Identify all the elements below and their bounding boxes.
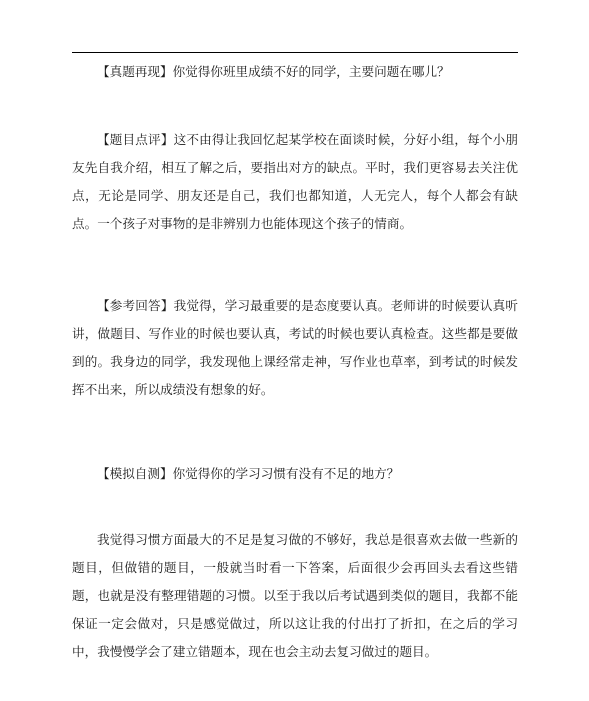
self-test-paragraph: 【模拟自测】你觉得你的学习习惯有没有不足的地方？	[97, 466, 400, 481]
header-rule	[72, 52, 518, 53]
self-test-answer-paragraph: 我觉得习惯方面最大的不足是复习做的不够好，我总是很喜欢去做一些新的题目，但做错的题目，一般就当时看一下答案，后面很少会再回头去看这些错题，也就是没有整理错题的习惯。以至于我以后考试遇到类似的题目，我都不能保证一定会做对，只是感觉做过，所以这让我的付出打了折扣，在之后的学习中，我慢慢学会了建立错题本，现在也会主动去复习做过的题目。	[72, 532, 518, 659]
reference-answer-paragraph: 【参考回答】我觉得，学习最重要的是态度要认真。老师讲的时候要认真听讲，做题目、写作业的时候也要认真，考试的时候也要认真检查。这些都是要做到的。我身边的同学，我发现他上课经常走神，写作业也草率，到考试的时候发挥不出来，所以成绩没有想象的好。	[72, 298, 518, 397]
question-paragraph: 【真题再现】你觉得你班里成绩不好的同学，主要问题在哪儿？	[97, 64, 450, 79]
commentary-paragraph: 【题目点评】这不由得让我回忆起某学校在面谈时候，分好小组，每个小朋友先自我介绍，相互了解之后，要指出对方的缺点。平时，我们更容易去关注优点，无论是同学、朋友还是自己，我们也都知道，人无完人，每个人都会有缺点。一个孩子对事物的是非辨别力也能体现这个孩子的情商。	[72, 132, 518, 231]
